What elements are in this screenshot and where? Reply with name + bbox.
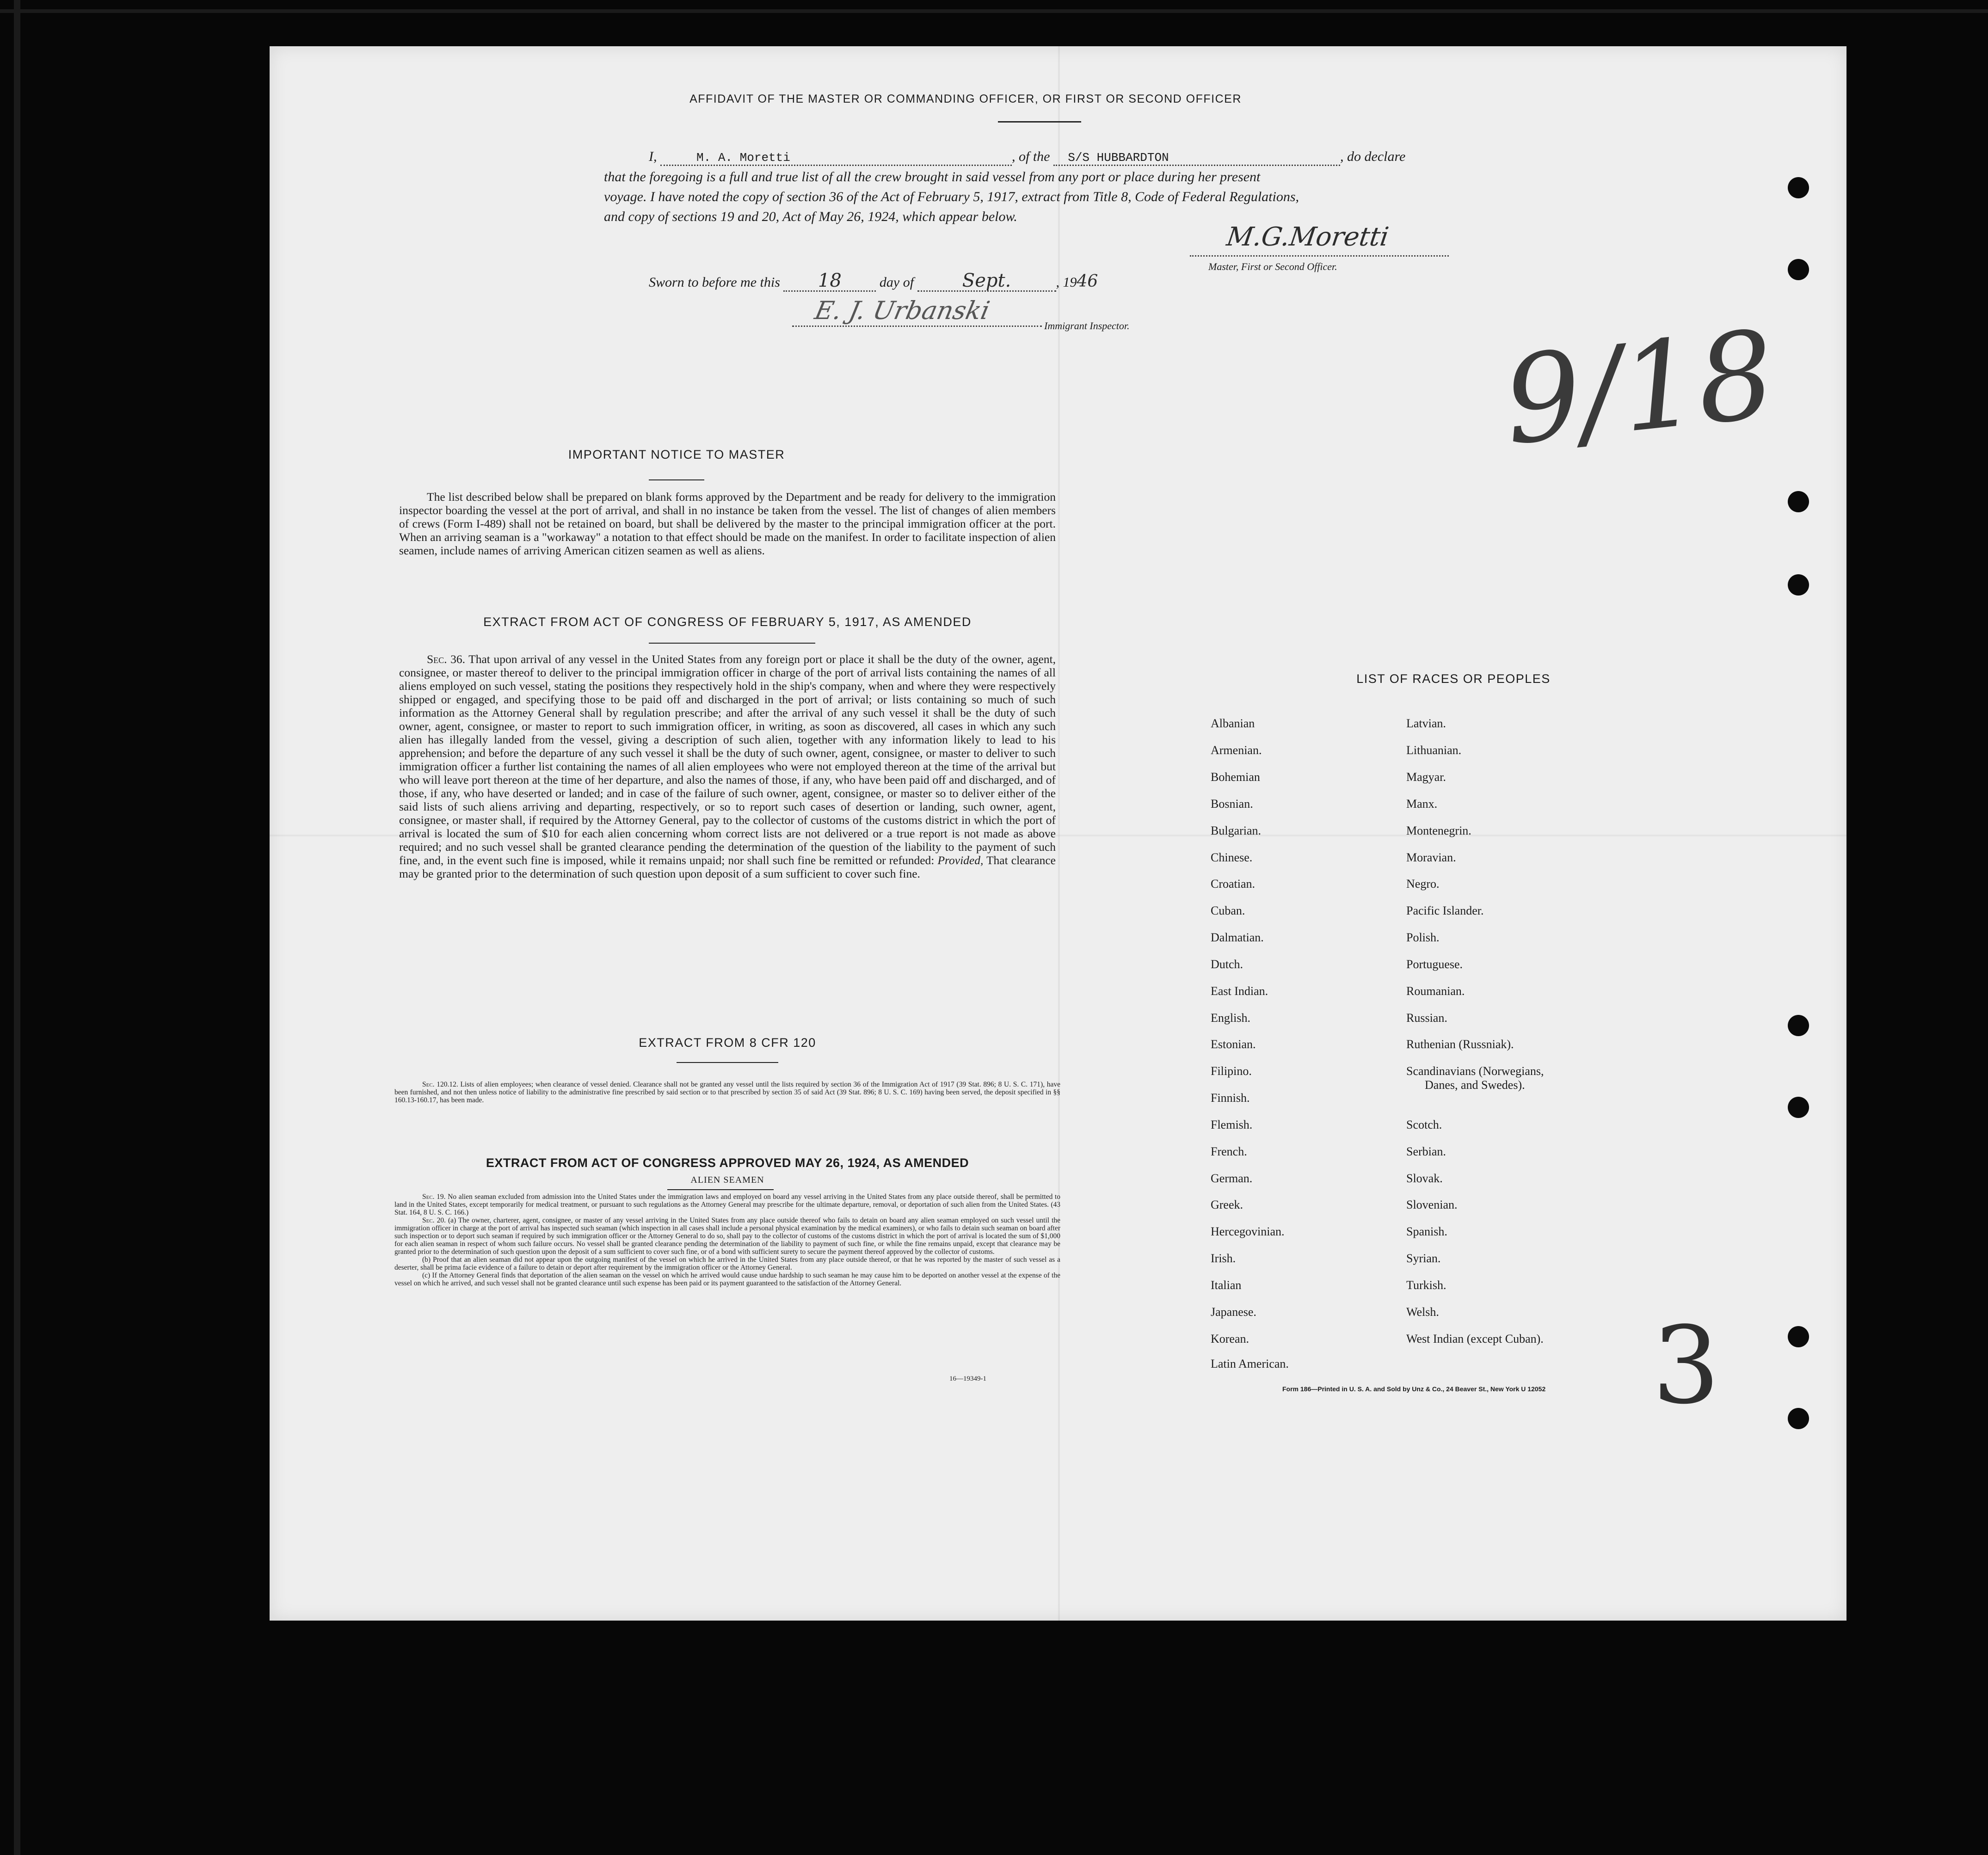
race-item: Hercegovinian. bbox=[1211, 1225, 1285, 1238]
extract-1917-rule bbox=[649, 643, 815, 644]
punch-hole bbox=[1788, 574, 1809, 596]
year-prefix-label: , 19 bbox=[1056, 275, 1077, 290]
master-name-value: M. A. Moretti bbox=[696, 151, 790, 165]
extract-1924-text bbox=[394, 1193, 1060, 1287]
race-item: Japanese. bbox=[1211, 1305, 1256, 1319]
race-item: Lithuanian. bbox=[1406, 743, 1462, 757]
sec20-label: Sec. 20. bbox=[422, 1216, 446, 1224]
race-item: Greek. bbox=[1211, 1198, 1243, 1211]
affidavit-title-rule bbox=[998, 121, 1081, 123]
master-signature-caption: Master, First or Second Officer. bbox=[1208, 261, 1337, 272]
sec20a-body: (a) The owner, charterer, agent, consignee, or master of any vessel arriving in the United States from any place outside thereof who fails to detain on board any alien seaman employed on such vessel until the immigration officer in charge at the port of arrival has inspected such seaman (which inspection in all cases shall include a personal physical examination by the medical examiners), or who fails to detain such seaman on board after such inspection or to deport such seaman if required by such immigration officer or the Attorney General to do so, shall pay to the collector of customs of the customs district in which the port of arrival is located the sum of $1,000 for each alien seaman in respect of whom such failure occurs. No vessel shall be granted clearance pending the determination of the liability to payment of such fine, or while the fine remains unpaid, except that clearance may be granted prior to the determination of such question upon the deposit of a sum sufficient to cover such fine, or of a bond with sufficient surety to secure the payment thereof approved by the collector of customs. bbox=[394, 1216, 1060, 1256]
provided-text: That clearance may be granted prior to the determination of such question upon deposit of a sum sufficient to cover such fine. bbox=[399, 854, 1056, 880]
race-item: Moravian. bbox=[1406, 851, 1456, 864]
race-item: Welsh. bbox=[1406, 1305, 1439, 1319]
sworn-month-value: Sept. bbox=[962, 270, 1011, 291]
affidavit-declaration-line3: voyage. I have noted the copy of section 36 of the Act of February 5, 1917, extract from Title 8, Code of Federal Regulations, bbox=[604, 189, 1299, 204]
inspector-caption: Immigrant Inspector. bbox=[1044, 320, 1130, 332]
affidavit-title: AFFIDAVIT OF THE MASTER OR COMMANDING OFFICER, OR FIRST OR SECOND OFFICER bbox=[689, 92, 1242, 105]
race-item: Ruthenian (Russniak). bbox=[1406, 1038, 1514, 1051]
extract-1917-title: EXTRACT FROM ACT OF CONGRESS OF FEBRUARY 5, 1917, AS AMENDED bbox=[483, 615, 972, 629]
inspector-signature-line bbox=[792, 326, 1042, 328]
race-item: Montenegrin. bbox=[1406, 824, 1471, 837]
race-item: Italian bbox=[1211, 1278, 1242, 1292]
extract-cfr-rule bbox=[677, 1062, 778, 1063]
race-item: Cuban. bbox=[1211, 904, 1245, 917]
sworn-line bbox=[649, 272, 1098, 292]
notice-title: IMPORTANT NOTICE TO MASTER bbox=[568, 448, 785, 461]
race-item: Bohemian bbox=[1211, 770, 1260, 784]
race-item: Latin American. bbox=[1211, 1357, 1289, 1370]
scan-border-left bbox=[14, 0, 20, 1855]
sworn-day-value: 18 bbox=[818, 270, 842, 291]
affidavit-declaration-line4: and copy of sections 19 and 20, Act of May 26, 1924, which appear below. bbox=[604, 209, 1017, 224]
race-item: Latvian. bbox=[1406, 717, 1446, 730]
race-item: Negro. bbox=[1406, 877, 1440, 891]
master-signature: M.G.Moretti bbox=[1225, 222, 1391, 252]
affidavit-declaration-line2: that the foregoing is a full and true list of all the crew brought in said vessel from any port or place during her present bbox=[604, 169, 1261, 184]
race-item: Portuguese. bbox=[1406, 958, 1463, 971]
race-item: Manx. bbox=[1406, 797, 1438, 811]
sec36-body: That upon arrival of any vessel in the United States from any foreign port or place it shall be the duty of the owner, agent, consignee, or master thereof to deliver to the principal immigration officer in charge of the port of arrival lists containing the names of all aliens employed on such vessel, stating the positions they respectively hold in the ship's company, when and where they were respectively shipped or engaged, and specifying those to be paid off and discharged in the port of arrival; or lists containing so much of such information as the Attorney General shall by regulation prescribe; and after the arrival of any such vessel it shall be the duty of such owner, agent, consignee, or master to report to such immigration officer, in writing, as soon as discovered, all cases in which any such alien has illegally landed from the vessel, giving a description of such alien, together with any information likely to lead to his apprehension; and before the departure of any such vessel it shall be the duty of such owner, agent, consignee, or master to deliver to such immigration officer a further list containing the names of all alien employees who were not employed thereon at the time of the arrival but who will leave port thereon at the time of her departure, and also the names of those, if any, who have been paid off and discharged, and of those, if any, who have deserted or landed; and in case of the failure of such owner, agent, consignee, or master so to deliver either of the said lists of such aliens arriving and departing, respectively, or so to report such cases of desertion or landing, such owner, agent, consignee, or master shall, if required by the Attorney General, pay to the collector of customs of the customs district in which the port of arrival is located the sum of $10 for each alien concerning whom correct lists are not delivered or a true report is not made as above required; and no such vessel shall be granted clearance pending the determination of the question of the liability to the payment of such fine, and, in the event such fine is imposed, while it remains unpaid; nor shall such fine be remitted or refunded: bbox=[399, 652, 1056, 867]
punch-hole bbox=[1788, 1408, 1809, 1429]
sec19-paragraph bbox=[394, 1193, 1060, 1216]
sec19-label: Sec. 19. bbox=[422, 1193, 446, 1201]
race-item: German. bbox=[1211, 1172, 1253, 1185]
race-item: Bulgarian. bbox=[1211, 824, 1262, 837]
race-item: Chinese. bbox=[1211, 851, 1253, 864]
race-item: Scandinavians (Norwegians, bbox=[1406, 1064, 1544, 1078]
race-item: Slovenian. bbox=[1406, 1198, 1458, 1211]
race-item: Russian. bbox=[1406, 1011, 1447, 1025]
races-title: LIST OF RACES OR PEOPLES bbox=[1356, 672, 1551, 686]
master-name-field bbox=[660, 151, 1012, 166]
punch-hole bbox=[1788, 491, 1809, 512]
race-item: Finnish. bbox=[1211, 1091, 1250, 1105]
handwritten-date-note: 9/18 bbox=[1497, 305, 1781, 472]
sec20c-paragraph: (c) If the Attorney General finds that deportation of the alien seaman on the vessel on which he arrived would cause undue hardship to such seaman he may cause him to be deported on another vessel at the expense of the vessel on which he arrived, and such vessel shall not be granted clearance until such expense has been paid or its payment guaranteed to the satisfaction of the Attorney General. bbox=[394, 1271, 1060, 1287]
affidavit-do-declare: , do declare bbox=[1340, 149, 1406, 164]
race-item: Slovak. bbox=[1406, 1172, 1443, 1185]
sec20b-paragraph: (b) Proof that an alien seaman did not appear upon the outgoing manifest of the vessel on which he arrived in the United States from any place outside thereof, or that he was reported by the master of such vessel as a deserter, shall be prima facie evidence of a failure to detain or deport after requirement by the immigration officer or the Attorney General. bbox=[394, 1256, 1060, 1271]
race-item: Bosnian. bbox=[1211, 797, 1253, 811]
race-item: Danes, and Swedes). bbox=[1425, 1078, 1525, 1092]
race-item: West Indian (except Cuban). bbox=[1406, 1332, 1544, 1345]
sec36-label: Sec. 36. bbox=[427, 652, 466, 666]
sworn-month-field bbox=[917, 270, 1056, 292]
sworn-label: Sworn to before me this bbox=[649, 275, 780, 290]
vessel-name-field bbox=[1053, 151, 1340, 166]
provided-label: Provided, bbox=[937, 854, 984, 867]
punch-hole bbox=[1788, 1097, 1809, 1118]
race-item: Estonian. bbox=[1211, 1038, 1256, 1051]
extract-cfr-text bbox=[394, 1081, 1060, 1104]
punch-hole bbox=[1788, 177, 1809, 198]
sec19-body: No alien seaman excluded from admission into the United States under the immigration laws and employed on board any vessel arriving in the United States from any place outside thereof, shall be permitted to land in the United States, except temporarily for medical treatment, or pursuant to such regulations as the Attorney General may prescribe for the ultimate departure, removal, or deportation of such alien from the United States. (43 Stat. 164, 8 U. S. C. 166.) bbox=[394, 1193, 1060, 1216]
race-item: Serbian. bbox=[1406, 1145, 1446, 1158]
race-item: Croatian. bbox=[1211, 877, 1256, 891]
race-item: Scotch. bbox=[1406, 1118, 1442, 1131]
form-footer-line: Form 186—Printed in U. S. A. and Sold by Unz & Co., 24 Beaver St., New York U 12052 bbox=[1282, 1385, 1546, 1393]
punch-hole bbox=[1788, 1015, 1809, 1036]
race-item: Turkish. bbox=[1406, 1278, 1446, 1292]
race-item: Dutch. bbox=[1211, 958, 1243, 971]
punch-hole bbox=[1788, 1326, 1809, 1347]
extract-1924-rule bbox=[667, 1189, 774, 1190]
inspector-signature: E. J. Urbanski bbox=[812, 296, 992, 325]
sworn-day-field bbox=[783, 270, 876, 292]
extract-1917-text bbox=[399, 652, 1056, 880]
race-item: French. bbox=[1211, 1145, 1247, 1158]
race-item: Irish. bbox=[1211, 1252, 1236, 1265]
punch-hole bbox=[1788, 259, 1809, 280]
affidavit-i-label: I, bbox=[649, 149, 657, 164]
race-item: Polish. bbox=[1406, 931, 1440, 944]
affidavit-of-the-label: , of the bbox=[1012, 149, 1050, 164]
race-item: Dalmatian. bbox=[1211, 931, 1264, 944]
race-item: Albanian bbox=[1211, 717, 1255, 730]
race-item: Syrian. bbox=[1406, 1252, 1441, 1265]
vessel-name-value: S/S HUBBARDTON bbox=[1068, 151, 1169, 165]
race-item: Pacific Islander. bbox=[1406, 904, 1484, 917]
extract-1924-title: EXTRACT FROM ACT OF CONGRESS APPROVED MAY 26, 1924, AS AMENDED bbox=[486, 1156, 969, 1170]
notice-title-rule bbox=[649, 479, 704, 480]
notice-text: The list described below shall be prepared on blank forms approved by the Department and be ready for delivery to the immigration inspector boarding the vessel at the port of arrival, and shall in no instance be taken from the vessel. The list of changes of alien members of crews (Form I-489) shall not be retained on board, but shall be delivered by the master to the principal immigration officer at the port. When an arriving seaman is a "workaway" a notation to that effect should be made on the manifest. In order to facilitate inspection of alien seamen, include names of arriving American citizen seamen as well as aliens. bbox=[399, 490, 1056, 557]
extract-1924-form-code: 16—19349-1 bbox=[949, 1375, 986, 1382]
document-page bbox=[270, 46, 1846, 1621]
extract-cfr-title: EXTRACT FROM 8 CFR 120 bbox=[639, 1036, 816, 1050]
day-of-label: day of bbox=[879, 275, 914, 290]
race-item: English. bbox=[1211, 1011, 1250, 1025]
race-item: Korean. bbox=[1211, 1332, 1249, 1345]
sec120-body: Lists of alien employees; when clearance of vessel denied. Clearance shall not be granted any vessel until the lists required by section 36 of the Immigration Act of 1917 (39 Stat. 896; 8 U. S. C. 171), have been furnished, and not then unless notice of liability to the administrative fine prescribed by said section or to that prescribed by section 35 of said Act (39 Stat. 896; 8 U. S. C. 169) having been served, the deposit specified in §§ 160.13-160.17, has been made. bbox=[394, 1081, 1060, 1104]
sec20a-paragraph bbox=[394, 1216, 1060, 1256]
race-item: Magyar. bbox=[1406, 770, 1446, 784]
race-item: Armenian. bbox=[1211, 743, 1262, 757]
race-item: Flemish. bbox=[1211, 1118, 1253, 1131]
scan-border-top bbox=[0, 9, 1988, 13]
sec120-label: Sec. 120.12. bbox=[422, 1081, 458, 1088]
affidavit-declaration-line1 bbox=[649, 147, 1749, 166]
extract-1924-subtitle: ALIEN SEAMEN bbox=[690, 1175, 764, 1185]
race-item: Roumanian. bbox=[1406, 984, 1465, 998]
race-item: East Indian. bbox=[1211, 984, 1268, 998]
sworn-year-value: 46 bbox=[1077, 272, 1098, 291]
race-item: Filipino. bbox=[1211, 1064, 1252, 1078]
race-item: Spanish. bbox=[1406, 1225, 1447, 1238]
handwritten-number-note: 3 bbox=[1652, 1304, 1720, 1428]
